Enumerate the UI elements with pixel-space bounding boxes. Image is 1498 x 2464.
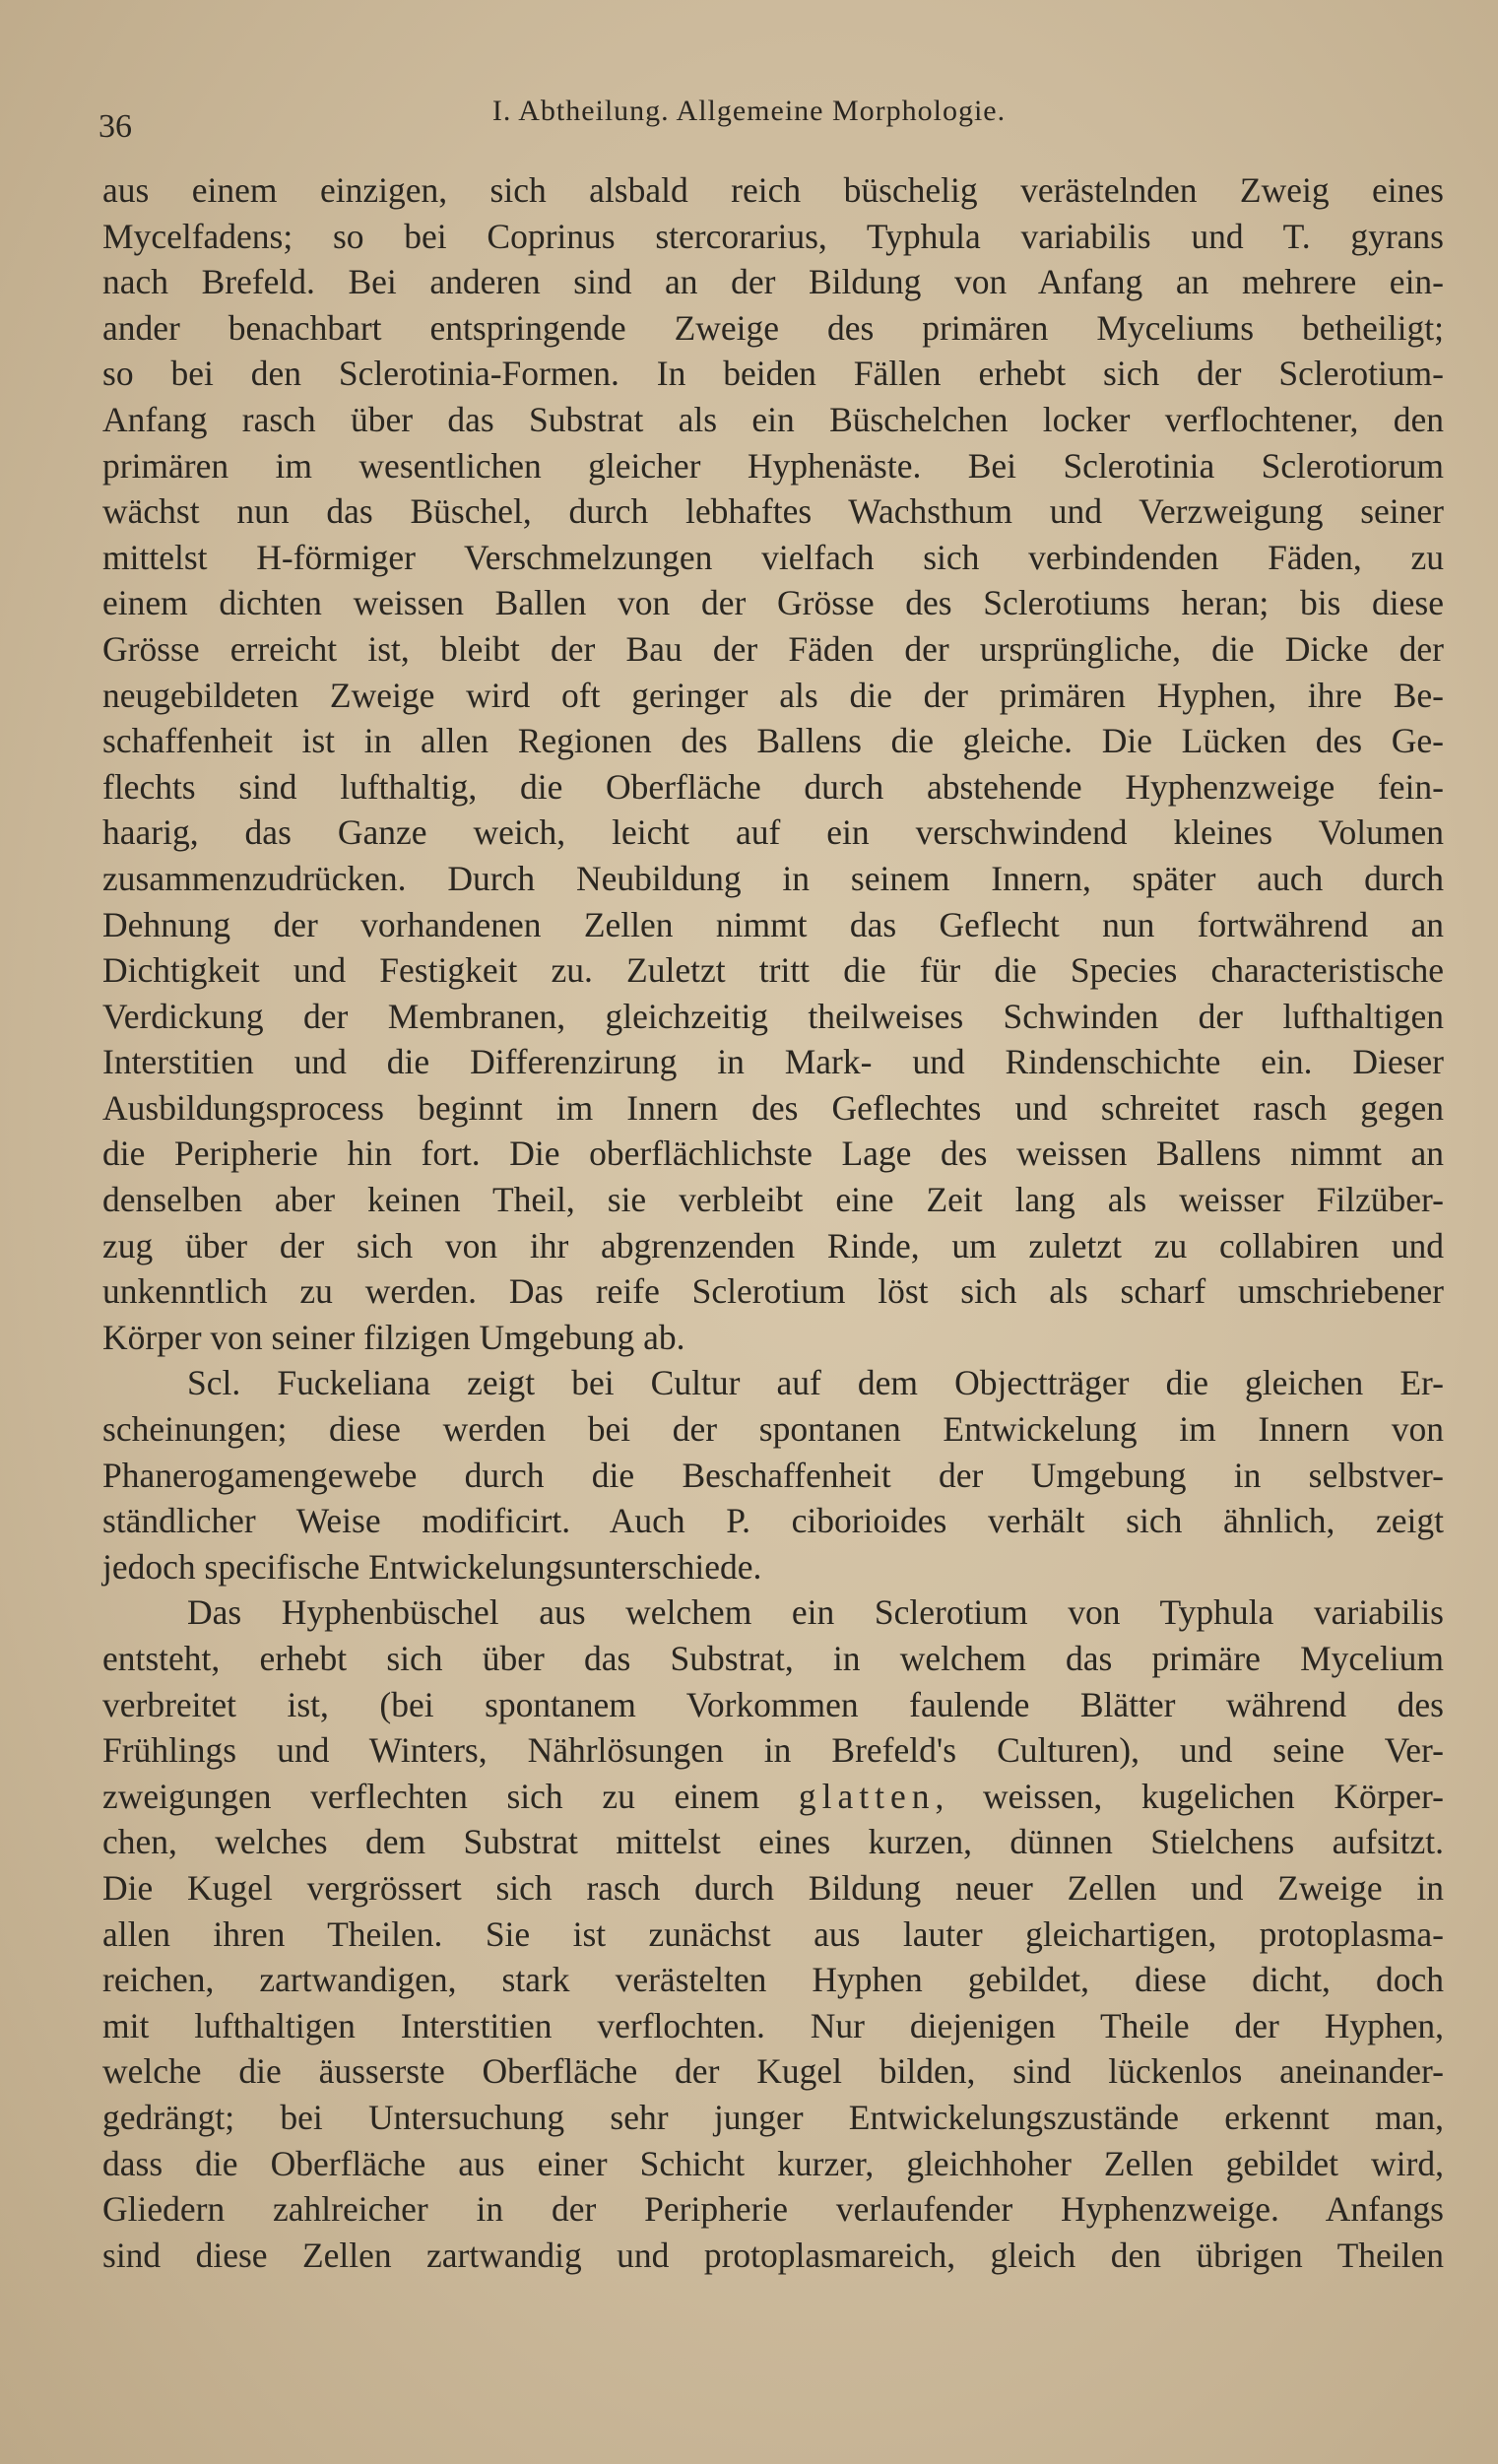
text-line: scheinungen; diese werden bei der spontanen Entwickelung im Innern von xyxy=(102,1409,1444,1450)
text-line: nach Brefeld. Bei anderen sind an der Bildung von Anfang an mehrere ein- xyxy=(102,262,1444,302)
text-line: allen ihren Theilen. Sie ist zunächst aus lauter gleichartigen, protoplasma- xyxy=(102,1913,1444,1954)
text-line: Verdickung der Membranen, gleichzeitig theilweises Schwinden der lufthaltigen xyxy=(102,996,1444,1036)
page-header xyxy=(95,95,1403,144)
text-line: verbreitet ist, (bei spontanem Vorkommen faulende Blätter während des xyxy=(102,1684,1444,1724)
text-line: chen, welches dem Substrat mittelst eines kurzen, dünnen Stielchens aufsitzt. xyxy=(102,1822,1444,1862)
running-head: I. Abtheilung. Allgemeine Morphologie. xyxy=(491,95,1007,127)
spaced-emphasis-word: glatten xyxy=(798,1776,936,1816)
text-line: Die Kugel vergrössert sich rasch durch Bildung neuer Zellen und Zweige in xyxy=(102,1867,1444,1908)
text-line: Ausbildungsprocess beginnt im Innern des Geflechtes und schreitet rasch gegen xyxy=(102,1087,1444,1128)
text-line: neugebildeten Zweige wird oft geringer als die der primären Hyphen, ihre Be- xyxy=(102,675,1444,715)
text-line: Frühlings und Winters, Nährlösungen in Brefeld's Culturen), und seine Ver- xyxy=(102,1730,1444,1771)
text-line: entsteht, erhebt sich über das Substrat, in welchem das primäre Mycelium xyxy=(102,1639,1444,1678)
text-line: primären im wesentlichen gleicher Hyphenäste. Bei Sclerotinia Sclerotiorum xyxy=(102,445,1444,486)
paragraph-end-line: jedoch specifische Entwickelungsunterschiede. xyxy=(102,1546,762,1587)
text-line: Dichtigkeit und Festigkeit zu. Zuletzt tritt die für die Species characteristische xyxy=(102,950,1444,991)
text-line: welche die äusserste Oberfläche der Kugel bilden, sind lückenlos aneinander- xyxy=(102,2051,1444,2092)
text-line: schaffenheit ist in allen Regionen des Ballens die gleiche. Die Lücken des Ge- xyxy=(102,721,1444,761)
text-line-with-spaced-word xyxy=(102,1774,1444,1820)
text-line: dass die Oberfläche aus einer Schicht kurzer, gleichhoher Zellen gebildet wird, xyxy=(102,2143,1444,2183)
text-line: zusammenzudrücken. Durch Neubildung in seinem Innern, später auch durch xyxy=(102,858,1444,898)
text-line: die Peripherie hin fort. Die oberflächlichste Lage des weissen Ballens nimmt an xyxy=(102,1134,1444,1174)
text-segment: zweigungen verflechten sich zu einem xyxy=(102,1776,760,1816)
text-line: reichen, zartwandigen, stark verästelten Hyphen gebildet, diese dicht, doch xyxy=(102,1960,1444,2000)
text-line: zug über der sich von ihr abgrenzenden Rinde, um zuletzt zu collabiren und xyxy=(102,1225,1444,1265)
text-line: so bei den Sclerotinia-Formen. In beiden Fällen erhebt sich der Sclerotium- xyxy=(102,354,1444,394)
text-line: mittelst H-förmiger Verschmelzungen vielfach sich verbindenden Fäden, zu xyxy=(102,537,1444,577)
text-line: Grösse erreicht ist, bleibt der Bau der Fäden der ursprüngliche, die Dicke der xyxy=(102,628,1444,669)
text-line: sind diese Zellen zartwandig und protoplasmareich, gleich den übrigen Theilen xyxy=(102,2235,1444,2275)
text-line: denselben aber keinen Theil, sie verbleibt eine Zeit lang als weisser Filzüber- xyxy=(102,1180,1444,1220)
text-line: mit lufthaltigen Interstitien verflochten. Nur diejenigen Theile der Hyphen, xyxy=(102,2005,1444,2045)
text-line: Phanerogamengewebe durch die Beschaffenheit der Umgebung in selbstver- xyxy=(102,1455,1444,1495)
text-line: aus einem einzigen, sich alsbald reich büschelig verästelnden Zweig eines xyxy=(102,170,1444,210)
paragraph-start-line: Scl. Fuckeliana zeigt bei Cultur auf dem Objectträger die gleichen Er- xyxy=(187,1363,1444,1403)
text-line: Anfang rasch über das Substrat als ein Büschelchen locker verflochtener, den xyxy=(102,399,1444,439)
text-segment: , weissen, kugelichen Körper- xyxy=(935,1776,1444,1816)
text-line: ander benachbart entspringende Zweige des primären Myceliums betheiligt; xyxy=(102,307,1444,348)
page-number: 36 xyxy=(98,108,132,145)
text-line: Gliedern zahlreicher in der Peripherie verlaufender Hyphenzweige. Anfangs xyxy=(102,2189,1444,2230)
text-line: haarig, das Ganze weich, leicht auf ein verschwindend kleines Volumen xyxy=(102,812,1444,853)
text-line: unkenntlich zu werden. Das reife Sclerotium löst sich als scharf umschriebener xyxy=(102,1271,1444,1312)
text-line: ständlicher Weise modificirt. Auch P. ciborioides verhält sich ähnlich, zeigt xyxy=(102,1501,1444,1541)
text-line: einem dichten weissen Ballen von der Grösse des Sclerotiums heran; bis diese xyxy=(102,583,1444,623)
text-line: gedrängt; bei Untersuchung sehr junger Entwickelungszustände erkennt man, xyxy=(102,2097,1444,2137)
text-line: flechts sind lufthaltig, die Oberfläche durch abstehende Hyphenzweige fein- xyxy=(102,766,1444,807)
text-line: wächst nun das Büschel, durch lebhaftes Wachsthum und Verzweigung seiner xyxy=(102,491,1444,532)
paragraph-end-line: Körper von seiner filzigen Umgebung ab. xyxy=(102,1317,685,1357)
paragraph-start-line: Das Hyphenbüschel aus welchem ein Sclerotium von Typhula variabilis xyxy=(187,1592,1444,1633)
body-text xyxy=(102,167,1444,2278)
text-line: Interstitien und die Differenzirung in Mark- und Rindenschichte ein. Dieser xyxy=(102,1042,1444,1082)
text-line: Mycelfadens; so bei Coprinus stercorarius, Typhula variabilis und T. gyrans xyxy=(102,216,1444,256)
text-line: Dehnung der vorhandenen Zellen nimmt das Geflecht nun fortwährend an xyxy=(102,904,1444,944)
